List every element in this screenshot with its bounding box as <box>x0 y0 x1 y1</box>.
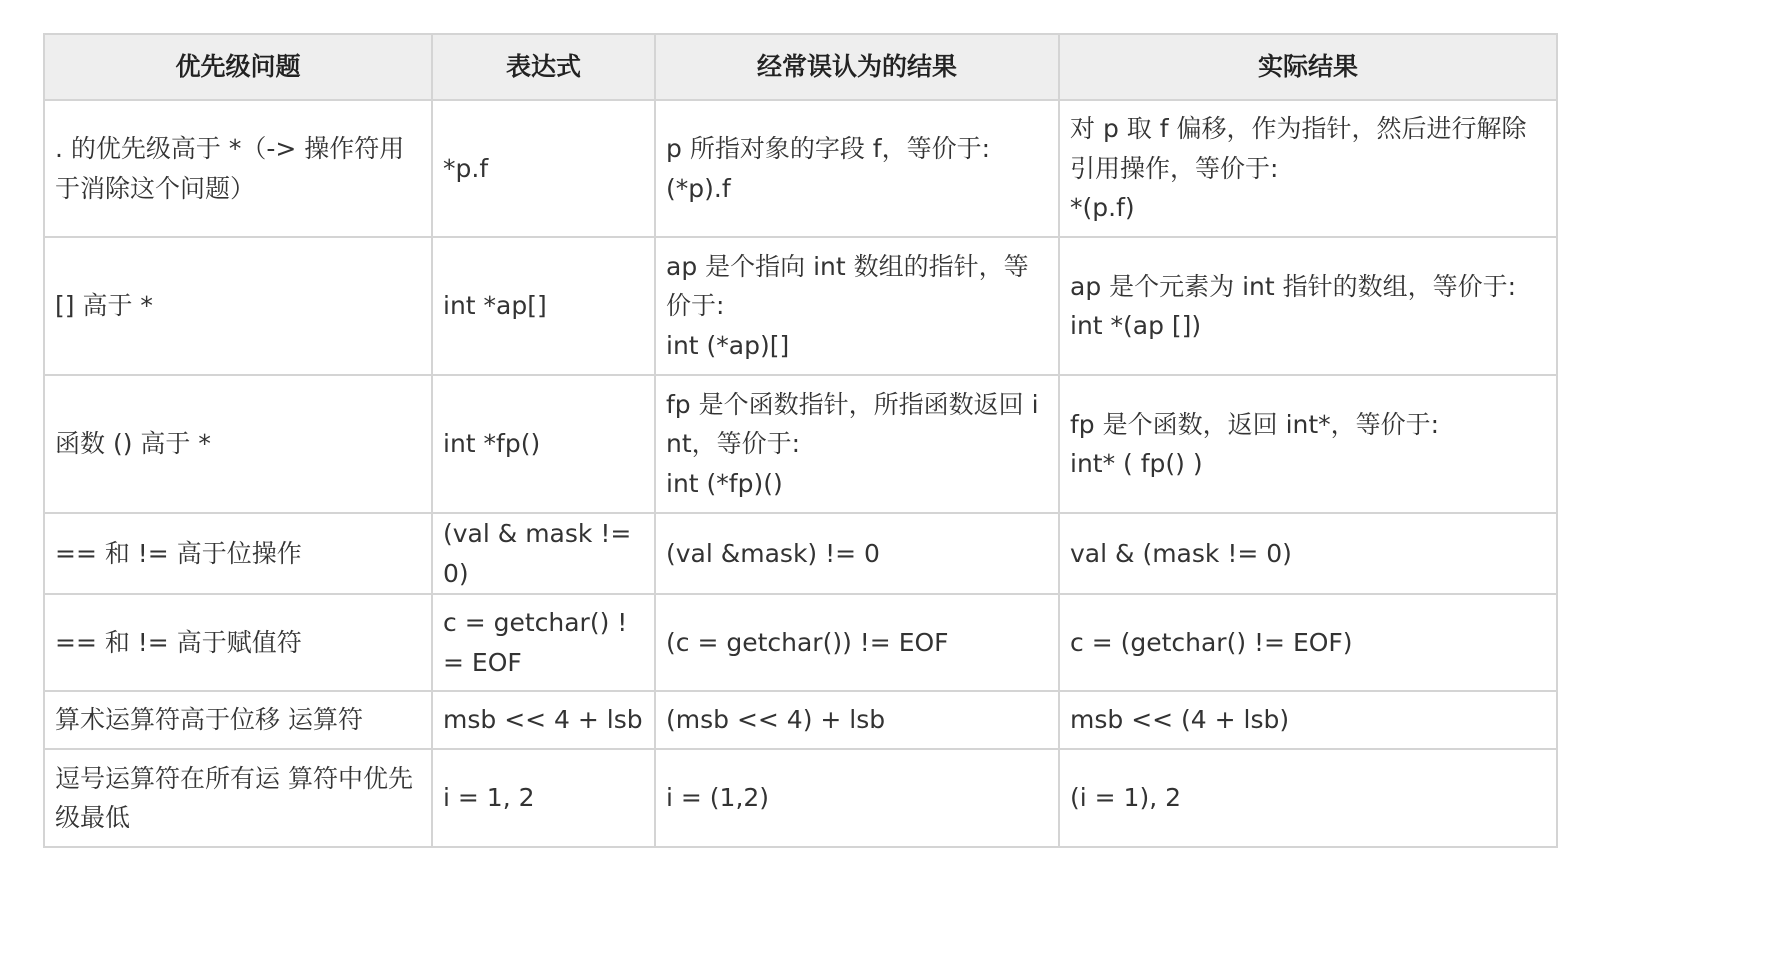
table-row <box>44 100 1557 237</box>
table-header <box>44 34 1557 100</box>
header-cell-actual-result: 实际结果 <box>1059 34 1557 100</box>
cell-expression: int *fp() <box>432 375 655 513</box>
cell-mistaken-result: (msb << 4) + lsb <box>655 691 1059 749</box>
table-row <box>44 513 1557 594</box>
header-cell-expression: 表达式 <box>432 34 655 100</box>
table-row <box>44 749 1557 847</box>
cell-mistaken-result: (val &mask) != 0 <box>655 513 1059 594</box>
header-cell-issue: 优先级问题 <box>44 34 432 100</box>
table-body <box>44 100 1557 847</box>
cell-actual-result: ap 是个元素为 int 指针的数组，等价于: int *(ap []) <box>1059 237 1557 375</box>
table-row <box>44 594 1557 691</box>
cell-expression: int *ap[] <box>432 237 655 375</box>
cell-actual-result: val & (mask != 0) <box>1059 513 1557 594</box>
cell-actual-result: fp 是个函数，返回 int*，等价于: int* ( fp() ) <box>1059 375 1557 513</box>
cell-issue: 算术运算符高于位移 运算符 <box>44 691 432 749</box>
cell-mistaken-result: p 所指对象的字段 f，等价于: (*p).f <box>655 100 1059 237</box>
cell-actual-result: msb << (4 + lsb) <box>1059 691 1557 749</box>
cell-actual-result: c = (getchar() != EOF) <box>1059 594 1557 691</box>
cell-mistaken-result: (c = getchar()) != EOF <box>655 594 1059 691</box>
header-cell-mistaken-result: 经常误认为的结果 <box>655 34 1059 100</box>
header-row <box>44 34 1557 100</box>
cell-issue: == 和 != 高于赋值符 <box>44 594 432 691</box>
cell-issue: . 的优先级高于 *（-> 操作符用于消除这个问题） <box>44 100 432 237</box>
cell-expression: i = 1, 2 <box>432 749 655 847</box>
table-row <box>44 691 1557 749</box>
table-row <box>44 237 1557 375</box>
cell-issue: == 和 != 高于位操作 <box>44 513 432 594</box>
cell-issue: 逗号运算符在所有运 算符中优先级最低 <box>44 749 432 847</box>
cell-issue: [] 高于 * <box>44 237 432 375</box>
precedence-table-container <box>43 33 1556 848</box>
cell-mistaken-result: ap 是个指向 int 数组的指针，等价于: int (*ap)[] <box>655 237 1059 375</box>
cell-expression: c = getchar() != EOF <box>432 594 655 691</box>
cell-expression: *p.f <box>432 100 655 237</box>
precedence-table <box>43 33 1558 848</box>
cell-actual-result: (i = 1), 2 <box>1059 749 1557 847</box>
table-row <box>44 375 1557 513</box>
cell-actual-result: 对 p 取 f 偏移，作为指针，然后进行解除引用操作，等价于: *(p.f) <box>1059 100 1557 237</box>
cell-mistaken-result: i = (1,2) <box>655 749 1059 847</box>
cell-expression: msb << 4 + lsb <box>432 691 655 749</box>
cell-expression: (val & mask != 0) <box>432 513 655 594</box>
cell-issue: 函数 () 高于 * <box>44 375 432 513</box>
cell-mistaken-result: fp 是个函数指针，所指函数返回 int，等价于: int (*fp)() <box>655 375 1059 513</box>
